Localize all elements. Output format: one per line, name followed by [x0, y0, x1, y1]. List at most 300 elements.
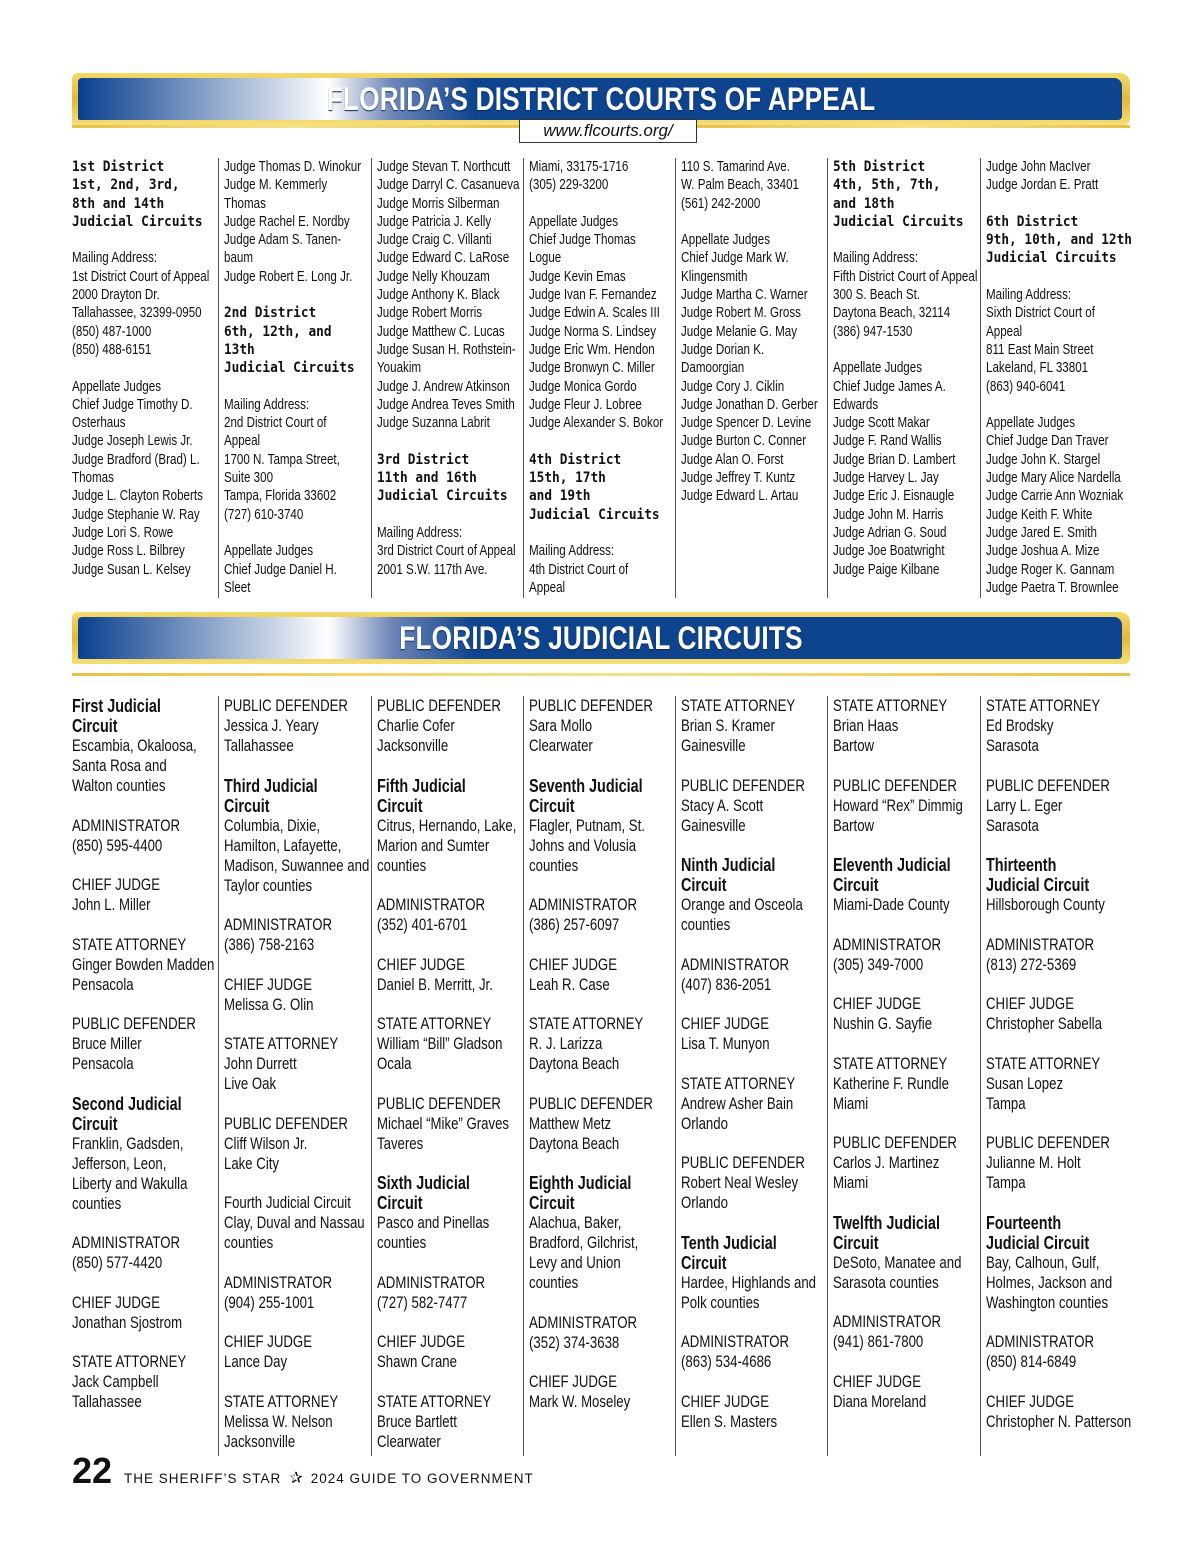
text-line: Fourth Judicial Circuit	[224, 1194, 352, 1212]
text-line: counties	[681, 916, 731, 934]
text-line: Judge Jordan E. Pratt	[985, 177, 1098, 194]
text-line: Appeal	[528, 579, 565, 596]
text-line: (850) 488-6151	[72, 341, 152, 358]
text-line: Judge Cory J. Ciklin	[681, 378, 785, 395]
text-line: Miami, 33175-1716	[528, 159, 629, 175]
spacer	[377, 1154, 519, 1174]
courts-url-link[interactable]: www.flcourts.org/	[519, 119, 697, 143]
text-line: Brian Haas	[833, 717, 899, 735]
text-line: Judge Martha C. Warner	[681, 287, 808, 304]
text-line: (850) 577-4420	[72, 1254, 163, 1272]
section-heading: Fifth Judicial	[376, 775, 466, 796]
text-line: STATE ATTORNEY	[376, 1015, 491, 1033]
text-line: STATE ATTORNEY	[528, 1015, 644, 1033]
circuit-column	[980, 696, 1132, 1456]
text-line: Tallahassee, 32399-0950	[72, 305, 202, 322]
text-line: Ed Brodsky	[985, 717, 1054, 735]
text-line: Judge Adrian G. Soud	[833, 524, 947, 541]
text-line: Daytona Beach	[528, 1055, 620, 1073]
spacer	[72, 1214, 214, 1234]
spacer	[224, 378, 366, 396]
section-heading: Circuit	[72, 716, 118, 736]
text-line: Sleet	[224, 579, 251, 596]
text-line: Hamilton, Lafayette,	[224, 836, 342, 855]
text-line: Appellate Judges	[681, 232, 771, 249]
text-line: Appellate Judges	[985, 415, 1075, 432]
spacer	[224, 955, 366, 975]
text-line: Judge Harvey L. Jay	[833, 470, 940, 487]
text-line: ADMINISTRATOR	[833, 1313, 942, 1331]
text-line: Bruce Bartlett	[376, 1412, 457, 1431]
text-line: counties	[376, 856, 426, 875]
text-line: Tampa	[985, 1174, 1026, 1192]
text-line: Bartow	[833, 737, 875, 755]
spacer	[377, 756, 519, 776]
text-line: Jacksonville	[224, 1432, 296, 1451]
appellate-column	[675, 158, 827, 598]
text-line: Larry L. Eger	[985, 796, 1062, 815]
text-line: Robert Neal Wesley	[681, 1174, 799, 1192]
spacer	[833, 1293, 975, 1313]
text-line: Carlos J. Martinez	[833, 1154, 940, 1172]
page-number: 22	[72, 1450, 113, 1491]
text-line: Judge M. Kemmerly	[224, 177, 328, 194]
text-line: Flagler, Putnam, St.	[528, 816, 645, 835]
section-heading: First Judicial	[72, 696, 161, 716]
text-line: (813) 272-5369	[985, 955, 1076, 974]
text-line: Melissa W. Nelson	[224, 1412, 333, 1431]
text-line: (305) 349-7000	[833, 955, 924, 974]
circuit-column	[827, 696, 979, 1456]
text-line: counties	[72, 1194, 122, 1213]
text-line: Judge John M. Harris	[833, 506, 944, 523]
text-line: Judge Robert Morris	[376, 305, 482, 322]
text-line: Chief Judge Timothy D.	[72, 396, 193, 413]
spacer	[72, 1333, 214, 1353]
text-line: (352) 374-3638	[528, 1333, 620, 1352]
text-line: Judge Suzanna Labrit	[376, 415, 490, 432]
spacer	[529, 1353, 671, 1373]
text-line: Lance Day	[224, 1353, 288, 1371]
spacer	[833, 341, 975, 359]
section-heading: Circuit	[833, 875, 880, 895]
text-line: ADMINISTRATOR	[224, 916, 333, 934]
spacer	[72, 231, 214, 249]
text-line: baum	[224, 250, 254, 267]
text-line: Judge Edwin A. Scales III	[528, 305, 660, 322]
text-line: Jonathan Sjostrom	[72, 1313, 183, 1332]
circuit-column	[72, 696, 218, 1456]
text-line: Tampa, Florida 33602	[224, 488, 337, 505]
text-line: Polk counties	[681, 1293, 760, 1312]
text-line: ADMINISTRATOR	[224, 1273, 333, 1292]
spacer	[986, 975, 1128, 995]
text-line: Ocala	[376, 1055, 412, 1073]
text-line: Judge Robert E. Long Jr.	[224, 268, 353, 285]
text-line: Tallahassee	[224, 737, 294, 755]
text-line: Judge Robert M. Gross	[681, 305, 802, 322]
text-line: STATE ATTORNEY	[833, 1054, 948, 1073]
text-line: Jack Campbell	[72, 1373, 159, 1391]
text-line: Orlando	[681, 1194, 729, 1212]
spacer	[72, 359, 214, 377]
text-line: Miami	[833, 1094, 869, 1113]
section-heading: Judicial Circuits	[833, 213, 965, 230]
text-line: Judge Darryl C. Casanueva	[376, 177, 520, 194]
text-line: PUBLIC DEFENDER	[376, 697, 501, 715]
text-line: Columbia, Dixie,	[224, 816, 321, 835]
text-line: Judge Alan O. Forst	[681, 451, 784, 468]
section-heading: Circuit	[224, 795, 270, 816]
spacer	[224, 1253, 366, 1273]
text-line: William “Bill” Gladson	[376, 1035, 502, 1053]
text-line: ADMINISTRATOR	[376, 896, 485, 914]
text-line: Judge Norma S. Lindsey	[528, 323, 656, 340]
text-line: Orange and Osceola	[681, 896, 803, 914]
section-heading: 3rd District	[376, 451, 469, 468]
text-line: Judge Craig C. Villanti	[376, 232, 492, 249]
section-heading: Circuit	[72, 1113, 118, 1134]
section-heading: Tenth Judicial	[681, 1232, 777, 1253]
text-line: Nushin G. Sayfie	[833, 1015, 933, 1033]
text-line: Marion and Sumter	[376, 836, 489, 855]
guide-title: 2024 GUIDE TO GOVERNMENT	[310, 1471, 534, 1486]
spacer	[377, 1253, 519, 1273]
text-line: (850) 595-4400	[72, 836, 163, 855]
section-heading: and 18th	[833, 195, 895, 212]
text-line: Christopher Sabella	[985, 1015, 1102, 1033]
text-line: Melissa G. Olin	[224, 995, 314, 1014]
section-heading: Eleventh Judicial	[833, 855, 952, 875]
text-line: PUBLIC DEFENDER	[224, 1114, 349, 1133]
text-line: Osterhaus	[72, 415, 126, 432]
text-line: Jacksonville	[376, 737, 448, 755]
text-line: Mailing Address:	[376, 524, 462, 541]
text-line: STATE ATTORNEY	[833, 697, 948, 715]
text-line: Hillsborough County	[985, 896, 1105, 914]
text-line: Tampa	[985, 1094, 1026, 1113]
text-line: 2nd District Court of	[224, 415, 327, 432]
text-line: CHIEF JUDGE	[224, 1333, 313, 1351]
text-line: CHIEF JUDGE	[72, 1293, 161, 1312]
text-line: Edwards	[833, 396, 879, 413]
text-line: Pensacola	[72, 975, 134, 994]
text-line: Ginger Bowden Madden	[72, 955, 215, 974]
star-icon: ✰	[289, 1470, 303, 1487]
text-line: CHIEF JUDGE	[985, 1392, 1074, 1411]
section-heading: 9th, 10th, and 12th	[985, 232, 1132, 249]
spacer	[377, 1372, 519, 1392]
section-heading: 8th and 14th	[72, 195, 165, 212]
spacer	[681, 1372, 823, 1392]
text-line: Judge Bradford (Brad) L.	[72, 451, 200, 468]
section-heading: 2nd District	[224, 305, 317, 322]
text-line: Johns and Volusia	[528, 836, 636, 855]
text-line: Christopher N. Patterson	[985, 1412, 1131, 1431]
section-heading: Circuit	[833, 1232, 880, 1253]
text-line: STATE ATTORNEY	[985, 697, 1100, 715]
text-line: (386) 257-6097	[528, 916, 620, 934]
spacer	[833, 836, 975, 856]
text-line: 811 East Main Street	[985, 341, 1094, 358]
text-line: ADMINISTRATOR	[833, 935, 942, 954]
text-line: Julianne M. Holt	[985, 1154, 1081, 1172]
appellate-column	[371, 158, 523, 598]
text-line: Mark W. Moseley	[528, 1393, 631, 1411]
text-line: Sixth District Court of	[985, 305, 1095, 322]
text-line: Suite 300	[224, 470, 274, 487]
text-line: Washington counties	[985, 1293, 1108, 1312]
text-line: Judge Alexander S. Bokor	[528, 415, 663, 432]
text-line: Madison, Suwannee and	[224, 856, 370, 875]
text-line: 3rd District Court of Appeal	[376, 543, 516, 560]
text-line: Appeal	[985, 323, 1022, 340]
text-line: Judge Lori S. Rowe	[72, 524, 174, 541]
text-line: Judge Edward C. LaRose	[376, 250, 509, 267]
text-line: Citrus, Hernando, Lake,	[376, 816, 516, 835]
circuit-column	[675, 696, 827, 1456]
text-line: ADMINISTRATOR	[72, 816, 181, 835]
page-footer	[72, 1450, 534, 1490]
text-line: STATE ATTORNEY	[224, 1035, 339, 1053]
text-line: Charlie Cofer	[376, 717, 455, 735]
text-line: Judge Kevin Emas	[528, 268, 626, 285]
spacer	[681, 756, 823, 776]
text-line: Judge Eric Wm. Hendon	[528, 341, 655, 358]
section-heading: Circuit	[528, 1193, 575, 1213]
text-line: Judge Ivan F. Fernandez	[528, 287, 657, 304]
spacer	[986, 1193, 1128, 1213]
spacer	[681, 1213, 823, 1233]
text-line: CHIEF JUDGE	[833, 1372, 922, 1391]
text-line: PUBLIC DEFENDER	[681, 776, 806, 795]
spacer	[72, 856, 214, 876]
text-line: Gainesville	[681, 737, 746, 755]
section-heading: Judicial Circuits	[224, 360, 355, 377]
section-heading: Eighth Judicial	[528, 1173, 632, 1193]
text-line: Escambia, Okaloosa,	[72, 737, 197, 755]
text-line: (407) 836-2051	[681, 975, 772, 994]
spacer	[529, 995, 671, 1015]
text-line: PUBLIC DEFENDER	[985, 1134, 1110, 1152]
text-line: Leah R. Case	[528, 975, 610, 994]
section-heading: Judicial Circuits	[376, 488, 508, 505]
text-line: CHIEF JUDGE	[833, 995, 922, 1013]
section-heading: Ninth Judicial	[681, 855, 776, 875]
text-line: STATE ATTORNEY	[681, 697, 796, 715]
section-heading: Thirteenth	[985, 855, 1057, 875]
text-line: Mailing Address:	[833, 250, 919, 267]
text-line: Judge Dorian K.	[681, 341, 765, 358]
text-line: Diana Moreland	[833, 1392, 927, 1411]
text-line: Judge Brian D. Lambert	[833, 451, 956, 468]
text-line: Judge Paetra T. Brownlee	[985, 579, 1119, 596]
spacer	[224, 286, 366, 304]
text-line: Judge Susan L. Kelsey	[72, 561, 191, 578]
spacer	[377, 1074, 519, 1094]
text-line: Ellen S. Masters	[681, 1412, 778, 1431]
text-line: Taveres	[376, 1134, 423, 1153]
text-line: Clearwater	[528, 737, 593, 755]
text-line: R. J. Larizza	[528, 1035, 603, 1053]
text-line: Lisa T. Munyon	[681, 1035, 770, 1053]
spacer	[681, 1313, 823, 1333]
spacer	[224, 1174, 366, 1194]
spacer	[224, 1372, 366, 1392]
text-line: (727) 610-3740	[224, 506, 304, 523]
spacer	[224, 1313, 366, 1333]
spacer	[681, 836, 823, 856]
section-heading: 4th, 5th, 7th,	[833, 177, 941, 194]
text-line: Miami-Dade County	[833, 896, 951, 914]
text-line: Andrew Asher Bain	[681, 1094, 794, 1113]
text-line: PUBLIC DEFENDER	[528, 1094, 653, 1113]
text-line: CHIEF JUDGE	[224, 975, 313, 994]
section-heading: Judicial Circuits	[72, 213, 203, 230]
spacer	[529, 935, 671, 955]
text-line: (941) 861-7800	[833, 1333, 924, 1351]
appellate-column	[523, 158, 675, 598]
text-line: Brian S. Kramer	[681, 717, 776, 735]
text-line: Howard “Rex” Dimmig	[833, 796, 964, 815]
spacer	[986, 1114, 1128, 1134]
text-line: Liberty and Wakulla	[72, 1174, 188, 1193]
text-line: counties	[376, 1234, 426, 1252]
text-line: Sara Mollo	[528, 717, 592, 735]
text-line: (386) 758-2163	[224, 936, 315, 954]
text-line: Mailing Address:	[224, 396, 310, 413]
circuits-banner	[72, 612, 1130, 664]
text-line: Judge Carrie Ann Wozniak	[985, 488, 1123, 505]
text-line: Live Oak	[224, 1075, 277, 1093]
text-line: PUBLIC DEFENDER	[376, 1094, 501, 1113]
text-line: Cliff Wilson Jr.	[224, 1134, 308, 1153]
text-line: Judge Andrea Teves Smith	[376, 396, 515, 413]
text-line: Mailing Address:	[985, 287, 1071, 304]
text-line: Stacy A. Scott	[681, 796, 764, 815]
spacer	[986, 268, 1128, 286]
text-line: CHIEF JUDGE	[528, 1373, 617, 1391]
text-line: Judge Morris Silberman	[376, 195, 500, 212]
text-line: Judge Jared E. Smith	[985, 524, 1097, 541]
spacer	[529, 1293, 671, 1313]
text-line: PUBLIC DEFENDER	[833, 1134, 958, 1152]
text-line: STATE ATTORNEY	[376, 1392, 491, 1411]
circuits-columns	[72, 696, 1132, 1456]
section-heading: 11th and 16th	[376, 470, 477, 487]
spacer	[986, 1034, 1128, 1054]
spacer	[72, 915, 214, 935]
appellate-column	[827, 158, 979, 598]
spacer	[529, 432, 671, 450]
text-line: counties	[528, 1274, 579, 1292]
text-line: Pensacola	[72, 1055, 134, 1073]
text-line: ADMINISTRATOR	[681, 955, 790, 974]
text-line: Judge Mary Alice Nardella	[985, 470, 1121, 487]
text-line: CHIEF JUDGE	[985, 995, 1074, 1013]
text-line: Appellate Judges	[833, 360, 923, 377]
text-line: Clearwater	[376, 1432, 441, 1451]
text-line: ADMINISTRATOR	[985, 1333, 1094, 1351]
text-line: PUBLIC DEFENDER	[681, 1154, 806, 1172]
text-line: Bruce Miller	[72, 1035, 142, 1053]
text-line: Damoorgian	[681, 360, 745, 377]
text-line: Bradford, Gilchrist,	[528, 1234, 639, 1252]
text-line: 4th District Court of	[528, 561, 629, 578]
circuit-column	[371, 696, 523, 1456]
text-line: Holmes, Jackson and	[985, 1273, 1112, 1292]
spacer	[986, 1313, 1128, 1333]
text-line: Judge F. Rand Wallis	[833, 433, 942, 450]
text-line: W. Palm Beach, 33401	[681, 177, 800, 194]
text-line: STATE ATTORNEY	[72, 1353, 187, 1371]
text-line: Levy and Union	[528, 1254, 621, 1272]
appellate-gold-rule-left	[72, 125, 519, 128]
text-line: Youakim	[376, 360, 421, 377]
appellate-banner	[72, 73, 1130, 125]
section-heading: Circuit	[528, 795, 575, 816]
text-line: Thomas	[224, 195, 267, 212]
text-line: Appellate Judges	[528, 213, 618, 230]
text-line: (386) 947-1530	[833, 323, 913, 340]
spacer	[377, 506, 519, 524]
text-line: ADMINISTRATOR	[681, 1333, 790, 1351]
text-line: Judge Adam S. Tanen-	[224, 232, 342, 249]
text-line: Klingensmith	[681, 268, 748, 285]
section-heading: Circuit	[681, 875, 727, 895]
text-line: Logue	[528, 250, 562, 267]
text-line: Judge Jonathan D. Gerber	[681, 396, 818, 413]
section-heading: 4th District	[528, 451, 622, 468]
appellate-title: FLORIDA’S DISTRICT COURTS OF APPEAL	[326, 80, 876, 117]
publication-name: THE SHERIFF’S STAR	[124, 1471, 282, 1486]
text-line: Bartow	[833, 816, 875, 835]
circuits-title: FLORIDA’S JUDICIAL CIRCUITS	[399, 619, 803, 656]
text-line: Judge Stephanie W. Ray	[72, 506, 200, 523]
spacer	[72, 995, 214, 1015]
text-line: Miami	[833, 1174, 869, 1192]
text-line: Mailing Address:	[72, 250, 158, 267]
text-line: Thomas	[72, 470, 114, 487]
text-line: Sarasota counties	[833, 1273, 940, 1292]
spacer	[377, 876, 519, 896]
text-line: Lakeland, FL 33801	[985, 360, 1088, 377]
spacer	[833, 1034, 975, 1054]
text-line: Judge Anthony K. Black	[376, 287, 500, 304]
text-line: ADMINISTRATOR	[985, 935, 1094, 954]
text-line: PUBLIC DEFENDER	[833, 776, 958, 795]
appellate-column	[980, 158, 1132, 598]
text-line: Judge Jeffrey T. Kuntz	[681, 470, 796, 487]
text-line: Fifth District Court of Appeal	[833, 268, 978, 285]
section-heading: Circuit	[376, 795, 423, 816]
spacer	[72, 1074, 214, 1094]
text-line: ADMINISTRATOR	[376, 1273, 485, 1292]
text-line: Lake City	[224, 1154, 280, 1173]
text-line: (305) 229-3200	[528, 177, 609, 194]
section-heading: 15th, 17th	[528, 470, 606, 487]
spacer	[833, 975, 975, 995]
text-line: Taylor counties	[224, 876, 313, 895]
text-line: Santa Rosa and	[72, 757, 167, 775]
section-heading: Judicial Circuit	[985, 875, 1089, 895]
section-heading: Judicial Circuit	[985, 1232, 1089, 1253]
text-line: Daytona Beach	[528, 1134, 620, 1153]
text-line: 2000 Drayton Dr.	[72, 287, 160, 304]
text-line: Judge John MacIver	[985, 159, 1091, 175]
spacer	[681, 935, 823, 955]
section-heading: Circuit	[376, 1193, 423, 1213]
